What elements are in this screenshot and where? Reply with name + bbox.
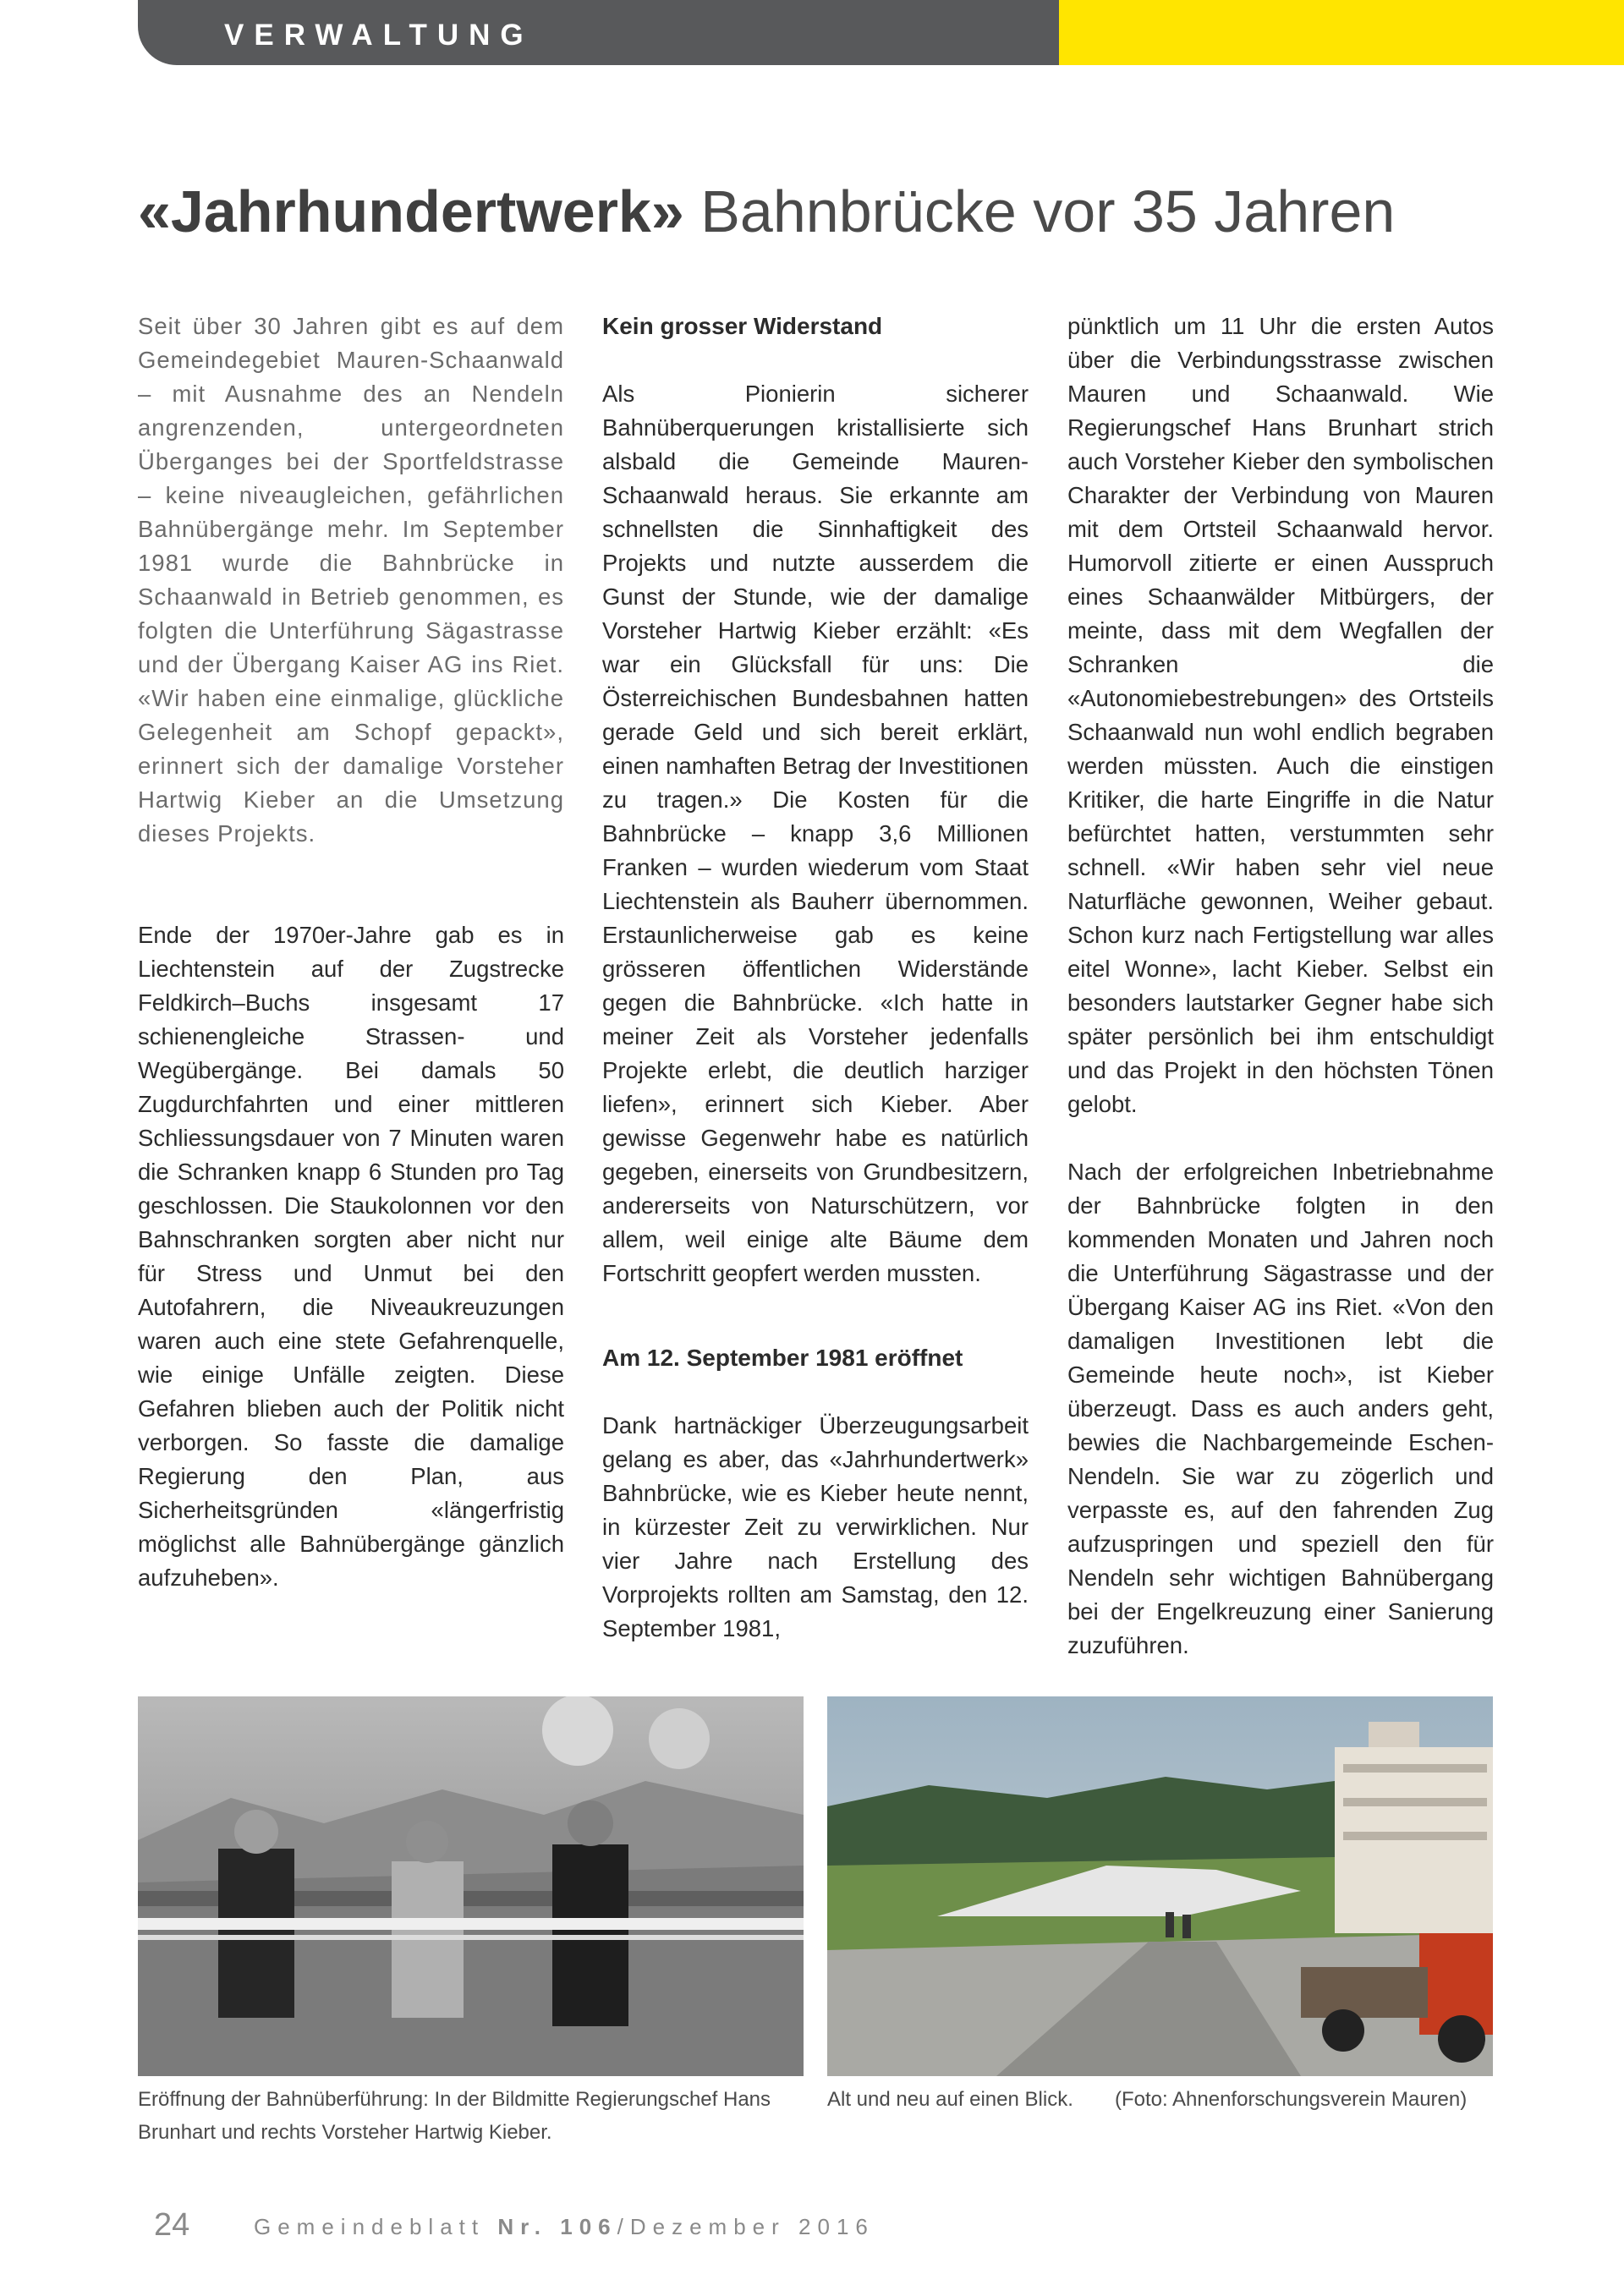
column-1 [138,310,564,1595]
photo-caption-left: Eröffnung der Bahnüberführung: In der Bildmitte Regierungschef Hans Brunhart und rechts Vorsteher Hartwig Kieber. [138,2088,771,2144]
article-title [138,176,1576,247]
body-paragraph: Dank hartnäckiger Überzeugungsarbeit gelang es aber, das «Jahrhundertwerk» Bahnbrücke, wie es Kieber heute nennt, in kürzester Zeit zu verwirklichen. Nur vier Jahre nach Erstellung des Vorprojekts rollten am Samstag, den 12. September 1981, [602,1412,1029,1641]
photo-caption-right: Alt und neu auf einen Blick. [827,2088,1073,2111]
photo-credit: (Foto: Ahnenforschungsverein Mauren) [1115,2088,1468,2111]
title-bold: «Jahrhundertwerk» [138,178,684,244]
issue-date: /Dezember 2016 [617,2214,875,2239]
section-label: VERWALTUNG [224,19,534,52]
title-rest: Bahnbrücke vor 35 Jahren [683,178,1396,244]
bridge-road-photo [827,1696,1493,2076]
header-accent-bar [1059,0,1624,65]
opening-ceremony-photo [138,1696,804,2076]
issue-number: Nr. 106 [497,2214,617,2239]
column-2 [602,310,1029,1646]
body-paragraph: pünktlich um 11 Uhr die ersten Autos über die Verbindungsstrasse zwischen Mauren und Schaanwald. Wie Regierungschef Hans Brunhart strich auch Vorsteher Kieber den symbolischen Charakter der Verbindung von Mauren mit dem Ortsteil Schaanwald hervor. Humorvoll zitierte er einen Ausspruch eines Schaanwälder Mitbürgers, der meinte, dass mit dem Wegfallen der Schranken die «Autonomiebestrebungen» des Ortsteils Schaanwald nun wohl endlich begraben werden müssten. Auch die einstigen Kritiker, die harte Eingriffe in die Natur befürchtet hatten, verstummten sehr schnell. «Wir haben sehr viel neue Naturfläche gewonnen, Weiher gebaut. Schon kurz nach Fertigstellung war alles eitel Wonne», lacht Kieber. Selbst ein besonders lautstarker Gegner habe sich später persönlich bei ihm entschuldigt und das Projekt in den höchsten Tönen gelobt. [1067,313,1494,1117]
publication-line [254,2214,875,2240]
body-paragraph: Ende der 1970er-Jahre gab es in Liechtenstein auf der Zugstrecke Feldkirch–Buchs insgesamt 17 schienengleiche Strassen- und Wegübergänge. Bei damals 50 Zugdurchfahrten und einer mittleren Schliessungsdauer von 7 Minuten waren die Schranken knapp 6 Stunden pro Tag geschlossen. Die Staukolonnen vor den Bahnschranken sorgten aber nicht nur für Stress und Unmut bei den Autofahrern, die Niveaukreuzungen waren auch eine stete Gefahrenquelle, wie einige Unfälle zeigten. Diese Gefahren blieben auch der Politik nicht verborgen. So fasste die damalige Regierung den Plan, aus Sicherheitsgründen «längerfristig möglichst alle Bahnübergänge gänzlich aufzuheben». [138,922,564,1591]
page-number: 24 [154,2207,190,2243]
subheading-eroeffnet: Am 12. September 1981 eröffnet [602,1345,963,1371]
body-paragraph: Als Pionierin sicherer Bahnüberquerungen kristallisierte sich alsbald die Gemeinde Mauren-Schaanwald heraus. Sie erkannte am schnellsten die Sinnhaftigkeit des Projekts und nutzte ausserdem die Gunst der Stunde, wie der damalige Vorsteher Hartwig Kieber erzählt: «Es war ein Glücksfall für uns: Die Österreichischen Bundesbahnen hatten gerade Geld und sich bereit erklärt, einen namhaften Betrag der Investitionen zu tragen.» Die Kosten für die Bahnbrücke – knapp 3,6 Millionen Franken – wurden wiederum vom Staat Liechtenstein als Bauherr übernommen. Erstaunlicherweise gab es keine grösseren öffentlichen Widerstände gegen die Bahnbrücke. «Ich hatte in meiner Zeit als Vorsteher jedenfalls Projekte erlebt, die deutlich harziger liefen», erinnert sich Kieber. Aber gewisse Gegenwehr habe es natürlich gegeben, einerseits von Grundbesitzern, andererseits von Naturschützern, vor allem, weil einige alte Bäume dem Fortschritt geopfert werden mussten. [602,381,1029,1286]
body-paragraph: Nach der erfolgreichen Inbetriebnahme der Bahnbrücke folgten in den kommenden Monaten und Jahren noch die Unterführung Sägastrasse und der Übergang Kaiser AG ins Riet. «Von den damaligen Investitionen lebt die Gemeinde heute noch», ist Kieber überzeugt. Dass es auch anders geht, bewies die Nachbargemeinde Eschen-Nendeln. Sie war zu zögerlich und verpasste es, auf den fahrenden Zug aufzuspringen und speziell den für Nendeln sehr wichtigen Bahnübergang bei der Engelkreuzung einer Sanierung zuzuführen. [1067,1159,1494,1658]
publication-name: Gemeindeblatt [254,2214,486,2239]
subheading-widerstand: Kein grosser Widerstand [602,313,883,339]
lead-paragraph: Seit über 30 Jahren gibt es auf dem Gemeindegebiet Mauren-Schaanwald – mit Ausnahme des an Nendeln angrenzenden, untergeordneten Überganges bei der Sportfeldstrasse – keine niveaugleichen, gefährlichen Bahnübergänge mehr. Im September 1981 wurde die Bahnbrücke in Schaanwald in Betrieb genommen, es folgten die Unterführung Sägastrasse und der Übergang Kaiser AG ins Riet. «Wir haben eine einmalige, glückliche Gelegenheit am Schopf gepackt», erinnert sich der damalige Vorsteher Hartwig Kieber an die Umsetzung dieses Projekts. [138,313,564,847]
column-3 [1067,310,1494,1663]
